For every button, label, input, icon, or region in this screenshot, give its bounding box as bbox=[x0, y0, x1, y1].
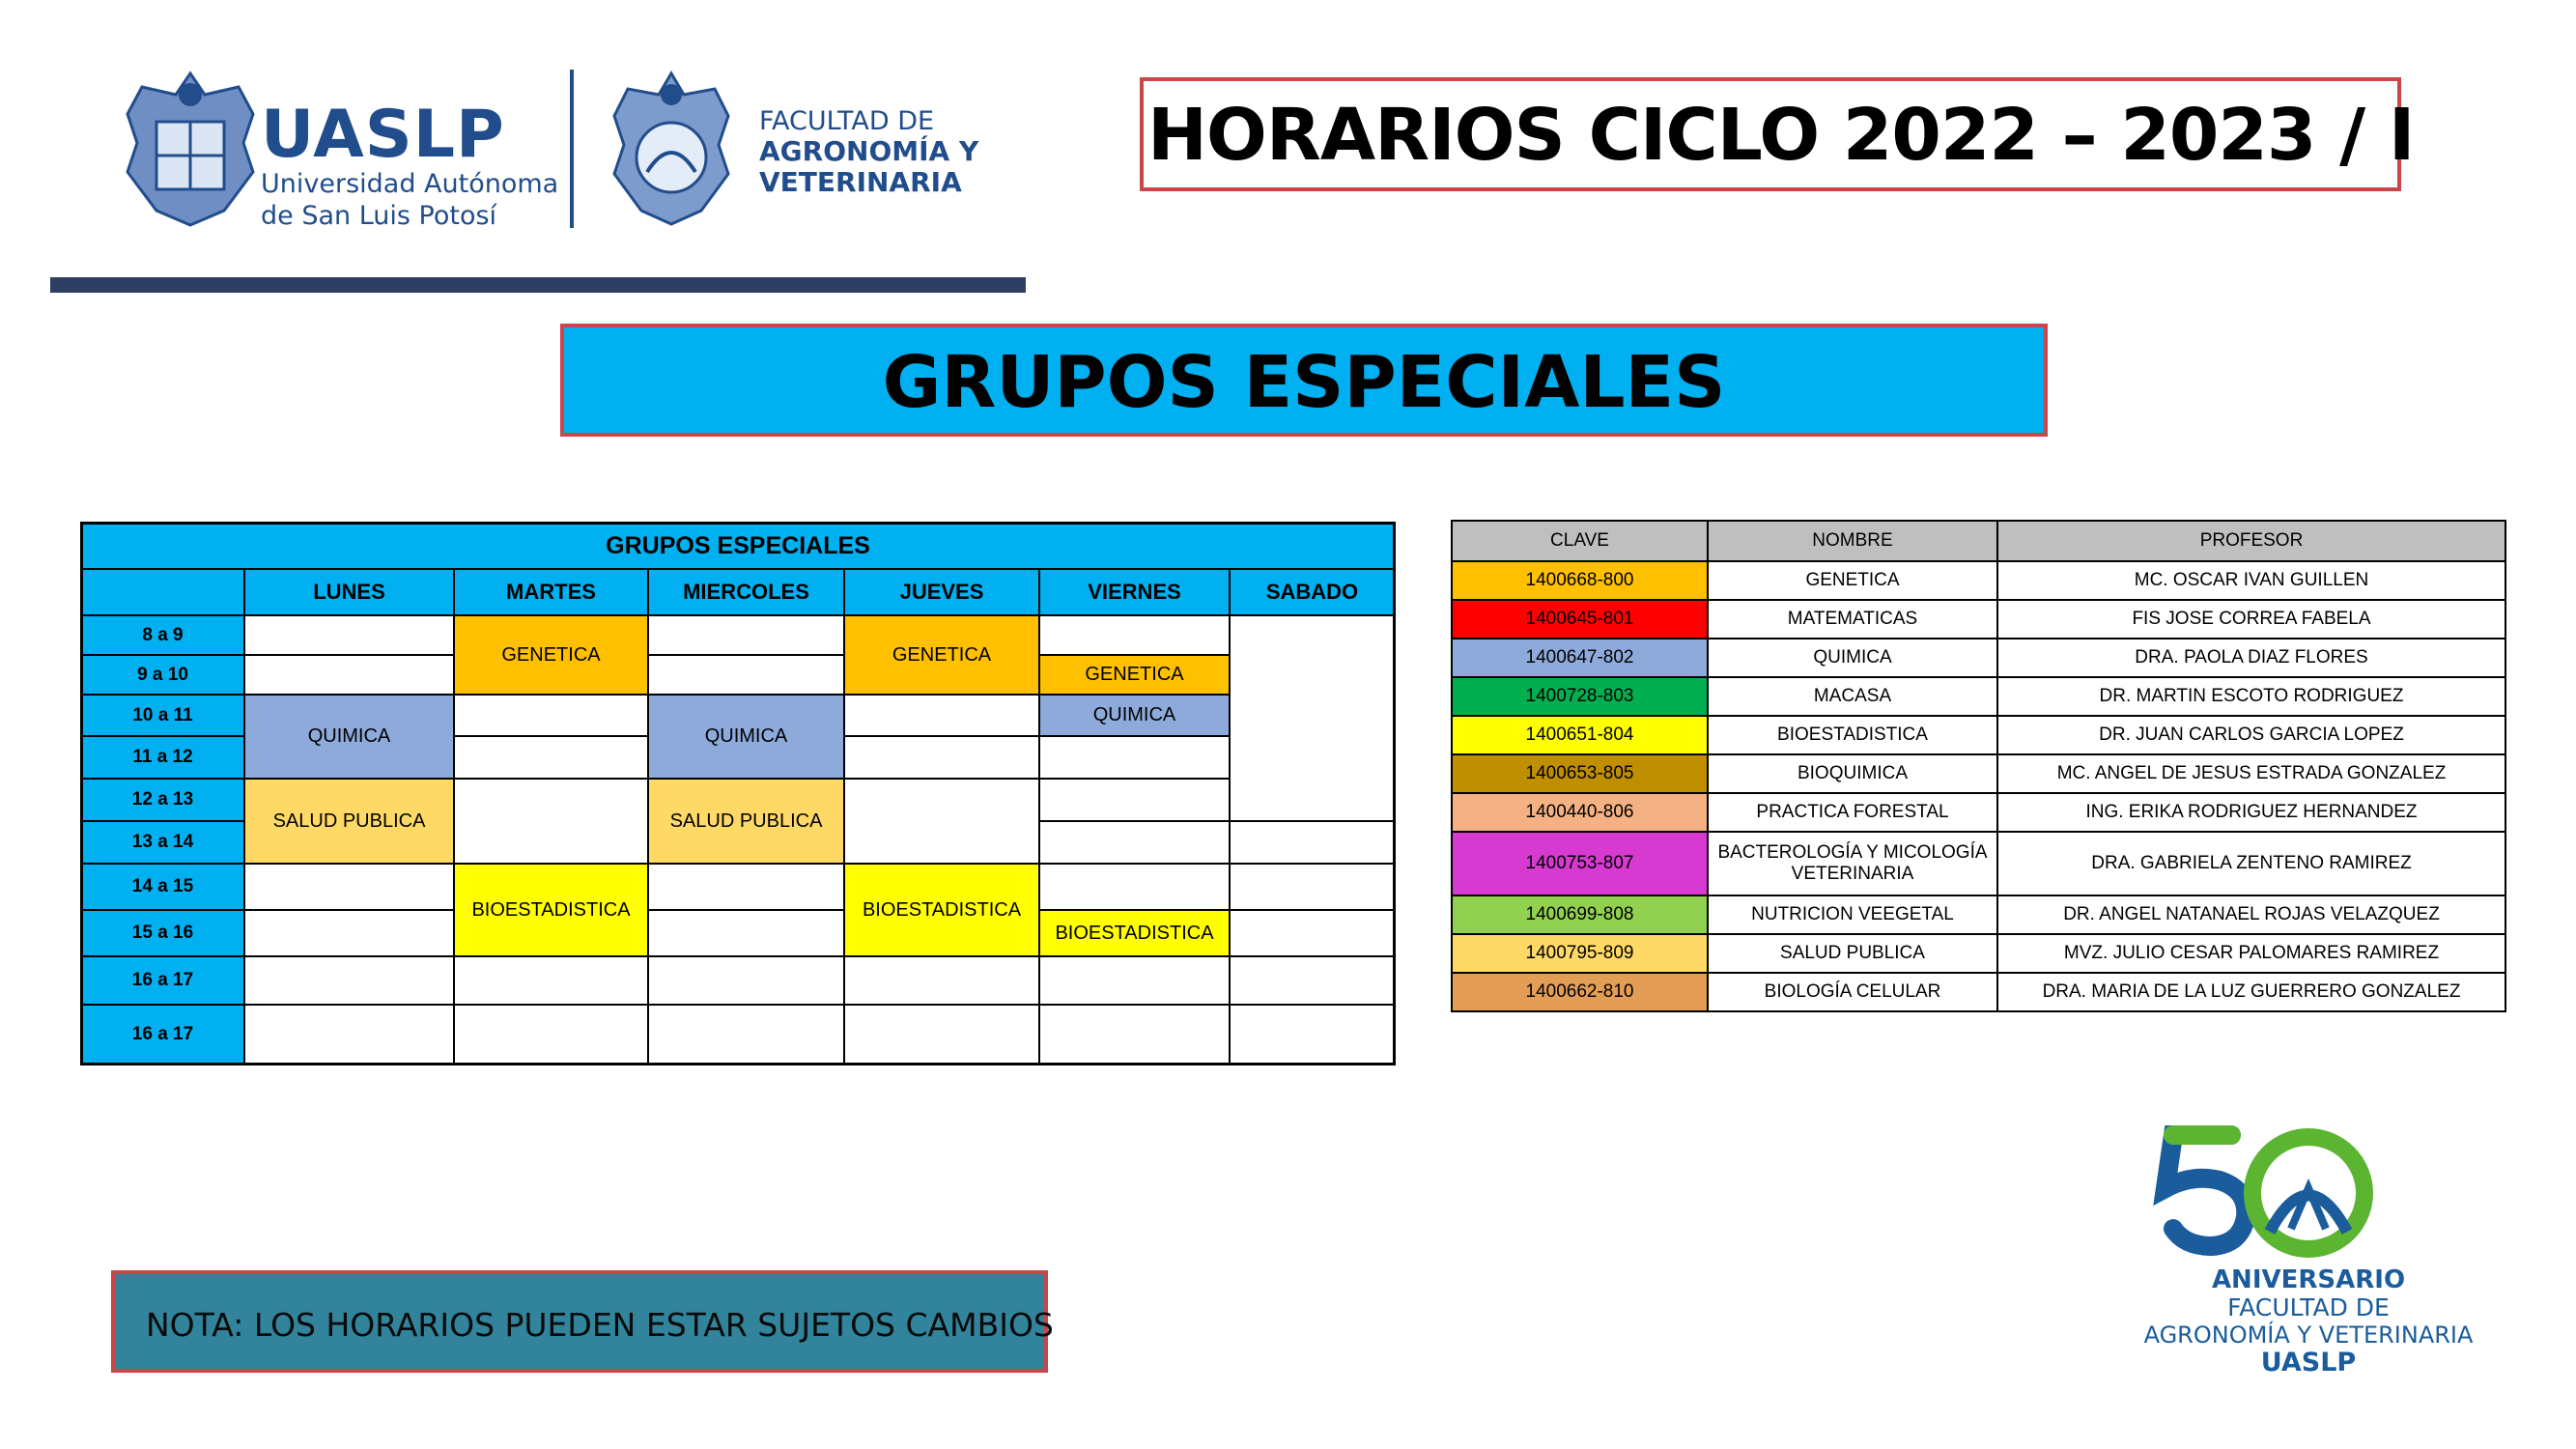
faculty-line-2: AGRONOMÍA Y bbox=[759, 135, 979, 167]
class-block-bioestadistica: BIOESTADISTICA bbox=[453, 863, 649, 957]
time-slot: 9 a 10 bbox=[80, 654, 245, 696]
schedule-cell bbox=[243, 654, 455, 696]
legend-clave: 1400653-805 bbox=[1452, 754, 1708, 793]
legend-row bbox=[1452, 934, 2505, 973]
time-slot: 16 a 17 bbox=[80, 1004, 245, 1065]
legend-profesor: ING. ERIKA RODRIGUEZ HERNANDEZ bbox=[1997, 793, 2505, 832]
legend-nombre: MATEMATICAS bbox=[1708, 600, 1997, 639]
day-header-lunes: LUNES bbox=[243, 568, 455, 616]
schedule-cell bbox=[1038, 863, 1231, 911]
legend-row bbox=[1452, 754, 2505, 793]
anniversary-text bbox=[2115, 1265, 2502, 1378]
legend-header-nombre: NOMBRE bbox=[1708, 521, 1997, 561]
section-title-box bbox=[560, 324, 2048, 437]
legend-profesor: MC. ANGEL DE JESUS ESTRADA GONZALEZ bbox=[1997, 754, 2505, 793]
class-block-genetica: GENETICA bbox=[453, 614, 649, 696]
legend-clave: 1400728-803 bbox=[1452, 677, 1708, 716]
time-slot: 12 a 13 bbox=[80, 778, 245, 822]
legend-row bbox=[1452, 895, 2505, 934]
schedule-cell bbox=[843, 1004, 1040, 1065]
legend-clave: 1400440-806 bbox=[1452, 793, 1708, 832]
anniversary-line-4: UASLP bbox=[2260, 1348, 2357, 1378]
day-header-jueves: JUEVES bbox=[843, 568, 1040, 616]
schedule-cell bbox=[647, 909, 845, 957]
class-block-genetica: GENETICA bbox=[1038, 654, 1231, 696]
legend-profesor: FIS JOSE CORREA FABELA bbox=[1997, 600, 2505, 639]
schedule-grid bbox=[80, 522, 1396, 1065]
legend-nombre: PRACTICA FORESTAL bbox=[1708, 793, 1997, 832]
schedule-cell bbox=[243, 909, 455, 957]
legend-row bbox=[1452, 677, 2505, 716]
legend-clave: 1400668-800 bbox=[1452, 561, 1708, 600]
time-slot: 13 a 14 bbox=[80, 820, 245, 865]
legend-table bbox=[1451, 520, 2505, 1012]
schedule-cell bbox=[1229, 614, 1396, 822]
legend-nombre: MACASA bbox=[1708, 677, 1997, 716]
faculty-crest-logo bbox=[599, 66, 744, 232]
class-block-salud-publica: SALUD PUBLICA bbox=[647, 778, 845, 865]
legend-nombre: GENETICA bbox=[1708, 561, 1997, 600]
legend-nombre: BIOQUIMICA bbox=[1708, 754, 1997, 793]
schedule-cell bbox=[243, 863, 455, 911]
schedule-cell bbox=[1038, 614, 1231, 656]
day-header-viernes: VIERNES bbox=[1038, 568, 1231, 616]
legend-clave: 1400753-807 bbox=[1452, 832, 1708, 895]
schedule-cell bbox=[453, 955, 649, 1006]
legend-nombre: NUTRICION VEEGETAL bbox=[1708, 895, 1997, 934]
time-slot: 14 a 15 bbox=[80, 863, 245, 911]
time-slot: 8 a 9 bbox=[80, 614, 245, 656]
schedule-cell bbox=[843, 955, 1040, 1006]
schedule-cell bbox=[647, 654, 845, 696]
schedule-cell bbox=[1038, 955, 1231, 1006]
legend-clave: 1400647-802 bbox=[1452, 639, 1708, 677]
page-title: HORARIOS CICLO 2022 – 2023 / I bbox=[1147, 94, 2415, 177]
legend-clave: 1400645-801 bbox=[1452, 600, 1708, 639]
legend-nombre: BACTEROLOGÍA Y MICOLOGÍA VETERINARIA bbox=[1708, 832, 1997, 895]
legend-row bbox=[1452, 973, 2505, 1011]
legend-profesor: DR. ANGEL NATANAEL ROJAS VELAZQUEZ bbox=[1997, 895, 2505, 934]
schedule-cell bbox=[843, 778, 1040, 865]
schedule-cell bbox=[243, 614, 455, 656]
legend-row bbox=[1452, 793, 2505, 832]
header-rule bbox=[50, 277, 1026, 293]
faculty-wordmark bbox=[759, 106, 978, 198]
legend-profesor: DRA. MARIA DE LA LUZ GUERRERO GONZALEZ bbox=[1997, 973, 2505, 1011]
schedule-cell bbox=[843, 735, 1040, 780]
legend-header-clave: CLAVE bbox=[1452, 521, 1708, 561]
class-block-quimica: QUIMICA bbox=[647, 694, 845, 780]
legend-clave: 1400699-808 bbox=[1452, 895, 1708, 934]
class-block-quimica: QUIMICA bbox=[243, 694, 455, 780]
anniversary-line-3: AGRONOMÍA Y VETERINARIA bbox=[2143, 1321, 2474, 1349]
schedule-cell bbox=[1038, 1004, 1231, 1065]
anniversary-line-1: ANIVERSARIO bbox=[2211, 1265, 2406, 1294]
legend-nombre: BIOLOGÍA CELULAR bbox=[1708, 973, 1997, 1011]
logo-divider bbox=[570, 70, 574, 228]
uaslp-name-line-1: Universidad Autónoma bbox=[261, 169, 559, 199]
schedule-cell bbox=[453, 694, 649, 737]
legend-clave: 1400795-809 bbox=[1452, 934, 1708, 973]
day-header-miercoles: MIERCOLES bbox=[647, 568, 845, 616]
schedule-cell bbox=[647, 863, 845, 911]
legend-profesor: DR. MARTIN ESCOTO RODRIGUEZ bbox=[1997, 677, 2505, 716]
schedule-cell bbox=[453, 735, 649, 780]
faculty-line-1: FACULTAD DE bbox=[759, 106, 935, 136]
legend-nombre: SALUD PUBLICA bbox=[1708, 934, 1997, 973]
anniversary-line-2: FACULTAD DE bbox=[2227, 1293, 2390, 1321]
faculty-line-3: VETERINARIA bbox=[759, 166, 962, 198]
time-slot: 16 a 17 bbox=[80, 955, 245, 1006]
schedule-cell bbox=[1229, 1004, 1396, 1065]
schedule-cell bbox=[647, 614, 845, 656]
class-block-genetica: GENETICA bbox=[843, 614, 1040, 696]
legend-header-profesor: PROFESOR bbox=[1997, 521, 2505, 561]
day-header-sabado: SABADO bbox=[1229, 568, 1396, 616]
schedule-cell bbox=[843, 694, 1040, 737]
section-title: GRUPOS ESPECIALES bbox=[882, 341, 1726, 424]
time-slot: 15 a 16 bbox=[80, 909, 245, 957]
time-slot: 10 a 11 bbox=[80, 694, 245, 737]
uaslp-crest-logo bbox=[108, 66, 272, 232]
class-block-bioestadistica: BIOESTADISTICA bbox=[1038, 909, 1231, 957]
class-block-salud-publica: SALUD PUBLICA bbox=[243, 778, 455, 865]
schedule-cell bbox=[647, 1004, 845, 1065]
legend-row bbox=[1452, 832, 2505, 895]
schedule-cell bbox=[647, 955, 845, 1006]
legend-profesor: MVZ. JULIO CESAR PALOMARES RAMIREZ bbox=[1997, 934, 2505, 973]
legend-profesor: DRA. PAOLA DIAZ FLORES bbox=[1997, 639, 2505, 677]
legend-row bbox=[1452, 716, 2505, 754]
class-block-bioestadistica: BIOESTADISTICA bbox=[843, 863, 1040, 957]
uaslp-wordmark bbox=[261, 97, 559, 232]
uaslp-acronym: UASLP bbox=[261, 97, 505, 173]
uaslp-name-line-2: de San Luis Potosí bbox=[261, 201, 497, 231]
schedule-cell bbox=[1038, 735, 1231, 780]
legend-row bbox=[1452, 639, 2505, 677]
note-text: NOTA: LOS HORARIOS PUEDEN ESTAR SUJETOS CAMBIOS bbox=[146, 1306, 1054, 1344]
main-title-box bbox=[1140, 77, 2415, 191]
legend-clave: 1400651-804 bbox=[1452, 716, 1708, 754]
schedule-cell bbox=[1038, 820, 1231, 865]
class-block-quimica: QUIMICA bbox=[1038, 694, 1231, 737]
legend-header-row bbox=[1452, 521, 2505, 561]
day-header-martes: MARTES bbox=[453, 568, 649, 616]
schedule-cell bbox=[1229, 863, 1396, 911]
legend-nombre: BIOESTADISTICA bbox=[1708, 716, 1997, 754]
schedule-title: GRUPOS ESPECIALES bbox=[80, 522, 1396, 570]
legend-profesor: DR. JUAN CARLOS GARCIA LOPEZ bbox=[1997, 716, 2505, 754]
legend-profesor: DRA. GABRIELA ZENTENO RAMIREZ bbox=[1997, 832, 2505, 895]
note-box bbox=[111, 1270, 1054, 1373]
schedule-cell bbox=[453, 778, 649, 865]
legend-clave: 1400662-810 bbox=[1452, 973, 1708, 1011]
legend-profesor: MC. OSCAR IVAN GUILLEN bbox=[1997, 561, 2505, 600]
time-slot: 11 a 12 bbox=[80, 735, 245, 780]
schedule-cell bbox=[1038, 778, 1231, 822]
legend-row bbox=[1452, 600, 2505, 639]
schedule-cell bbox=[1229, 909, 1396, 957]
schedule-corner bbox=[80, 568, 245, 616]
schedule-cell bbox=[243, 1004, 455, 1065]
legend-row bbox=[1452, 561, 2505, 600]
schedule-cell bbox=[243, 955, 455, 1006]
legend-nombre: QUIMICA bbox=[1708, 639, 1997, 677]
schedule-cell bbox=[453, 1004, 649, 1065]
schedule-cell bbox=[1229, 955, 1396, 1006]
schedule-cell bbox=[1229, 820, 1396, 865]
